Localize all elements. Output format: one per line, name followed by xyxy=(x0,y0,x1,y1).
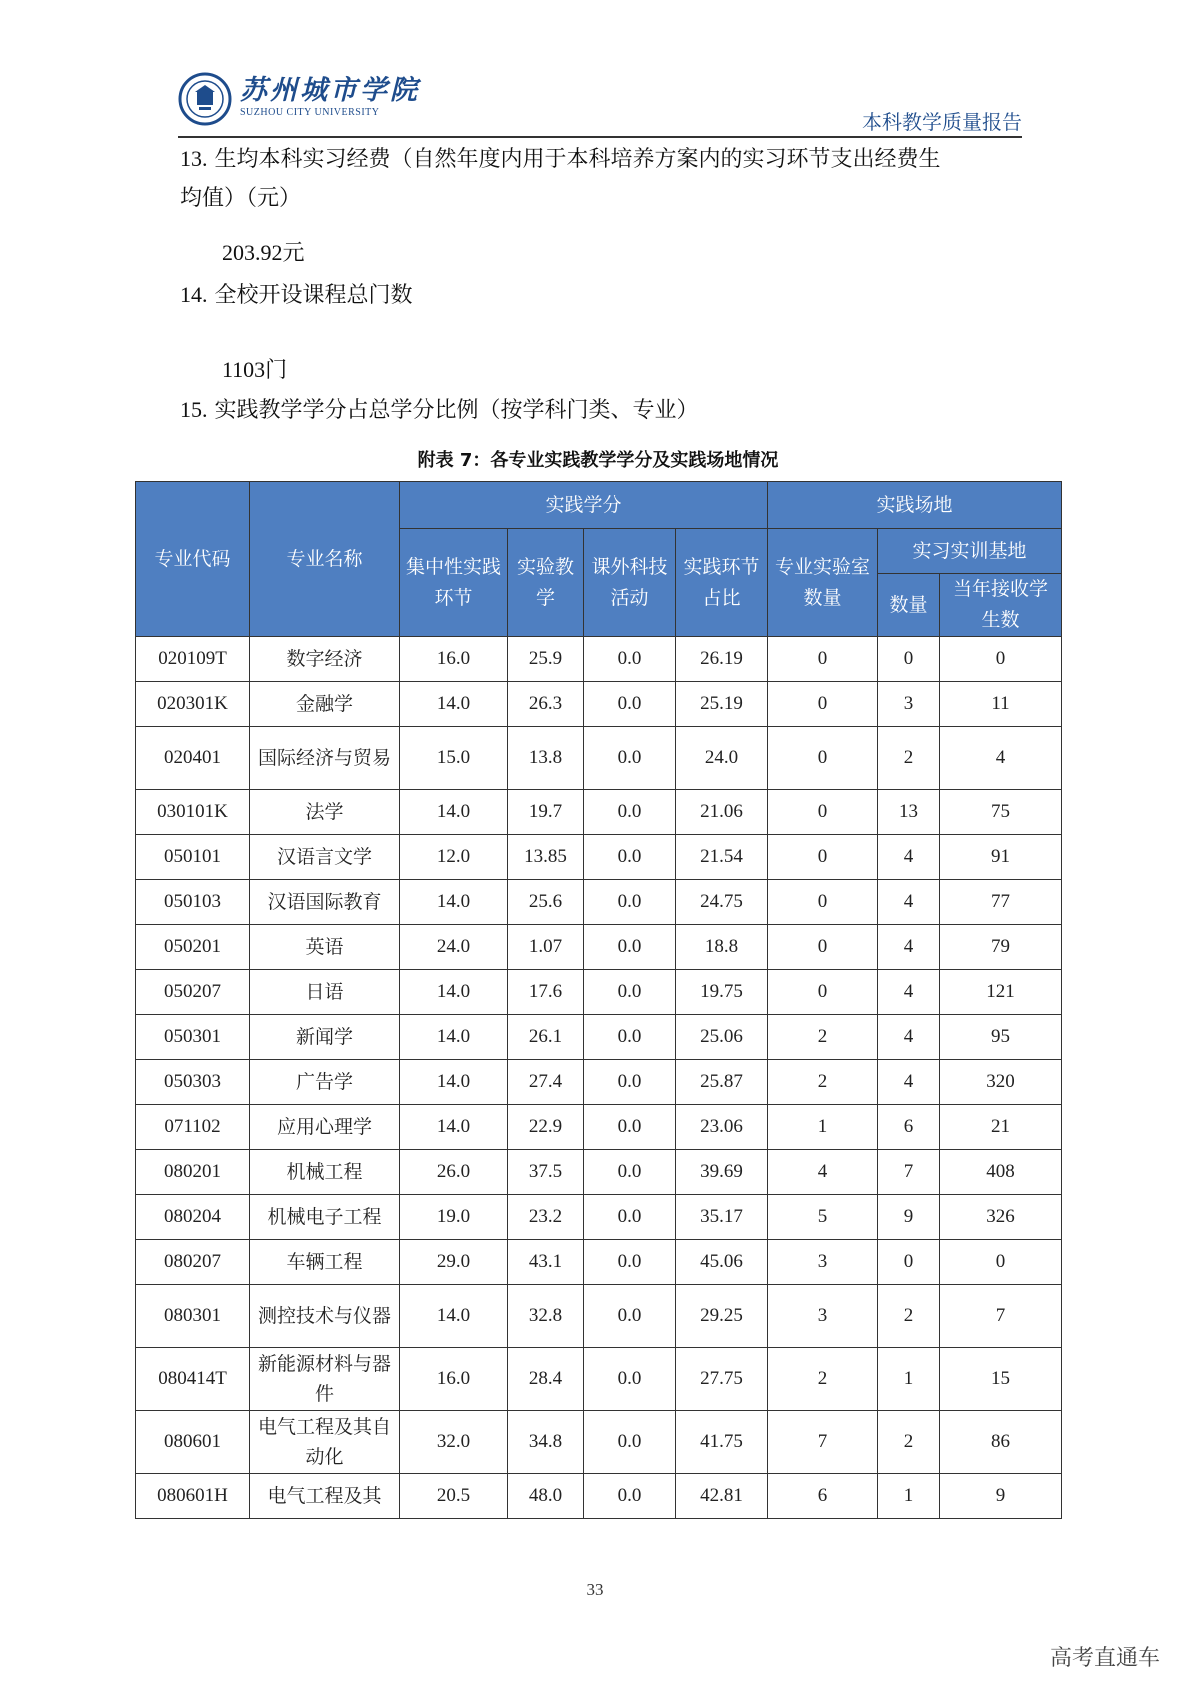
item-14-text: 全校开设课程总门数 xyxy=(214,283,413,308)
cell-labs: 2 xyxy=(768,1348,878,1411)
university-logo xyxy=(240,76,420,118)
header-students: 当年接收学生数 xyxy=(940,574,1062,637)
item-13-number: 13. xyxy=(180,146,208,171)
cell-code: 080201 xyxy=(136,1150,250,1195)
cell-ratio: 21.54 xyxy=(676,835,768,880)
cell-code: 080204 xyxy=(136,1195,250,1240)
cell-extracurricular: 0.0 xyxy=(584,835,676,880)
table-row xyxy=(136,1474,1062,1519)
cell-experiment: 26.1 xyxy=(508,1015,584,1060)
cell-base-count: 6 xyxy=(878,1105,940,1150)
cell-name: 汉语国际教育 xyxy=(250,880,400,925)
header-base-group: 实习实训基地 xyxy=(878,529,1062,574)
cell-ratio: 26.19 xyxy=(676,637,768,682)
cell-experiment: 25.9 xyxy=(508,637,584,682)
cell-concentrated: 14.0 xyxy=(400,1015,508,1060)
cell-concentrated: 12.0 xyxy=(400,835,508,880)
header-concentrated: 集中性实践环节 xyxy=(400,529,508,637)
cell-experiment: 27.4 xyxy=(508,1060,584,1105)
university-emblem-icon xyxy=(178,72,232,126)
cell-students: 95 xyxy=(940,1015,1062,1060)
item-14-value: 1103门 xyxy=(222,357,288,382)
cell-name: 机械电子工程 xyxy=(250,1195,400,1240)
cell-students: 320 xyxy=(940,1060,1062,1105)
cell-code: 050101 xyxy=(136,835,250,880)
practice-credits-table xyxy=(135,481,1062,1519)
university-name-en: SUZHOU CITY UNIVERSITY xyxy=(240,107,380,118)
table-row xyxy=(136,1195,1062,1240)
cell-code: 050207 xyxy=(136,970,250,1015)
cell-ratio: 25.87 xyxy=(676,1060,768,1105)
cell-labs: 6 xyxy=(768,1474,878,1519)
cell-concentrated: 19.0 xyxy=(400,1195,508,1240)
cell-experiment: 13.8 xyxy=(508,727,584,790)
cell-labs: 2 xyxy=(768,1015,878,1060)
cell-code: 050301 xyxy=(136,1015,250,1060)
cell-students: 11 xyxy=(940,682,1062,727)
cell-students: 0 xyxy=(940,637,1062,682)
cell-base-count: 2 xyxy=(878,727,940,790)
cell-base-count: 0 xyxy=(878,637,940,682)
cell-extracurricular: 0.0 xyxy=(584,1105,676,1150)
cell-ratio: 39.69 xyxy=(676,1150,768,1195)
cell-extracurricular: 0.0 xyxy=(584,727,676,790)
cell-extracurricular: 0.0 xyxy=(584,790,676,835)
cell-students: 326 xyxy=(940,1195,1062,1240)
cell-concentrated: 26.0 xyxy=(400,1150,508,1195)
cell-code: 020109T xyxy=(136,637,250,682)
table-row xyxy=(136,1348,1062,1411)
cell-extracurricular: 0.0 xyxy=(584,970,676,1015)
cell-base-count: 13 xyxy=(878,790,940,835)
cell-name: 新闻学 xyxy=(250,1015,400,1060)
cell-students: 0 xyxy=(940,1240,1062,1285)
cell-base-count: 4 xyxy=(878,925,940,970)
cell-base-count: 9 xyxy=(878,1195,940,1240)
cell-code: 080207 xyxy=(136,1240,250,1285)
cell-name: 新能源材料与器件 xyxy=(250,1348,400,1411)
item-14 xyxy=(180,274,413,317)
cell-extracurricular: 0.0 xyxy=(584,1150,676,1195)
cell-base-count: 1 xyxy=(878,1348,940,1411)
cell-code: 020301K xyxy=(136,682,250,727)
header-venue-group: 实践场地 xyxy=(768,482,1062,529)
cell-labs: 7 xyxy=(768,1411,878,1474)
table-row xyxy=(136,925,1062,970)
item-14-number: 14. xyxy=(180,282,208,307)
cell-name: 日语 xyxy=(250,970,400,1015)
cell-code: 050103 xyxy=(136,880,250,925)
cell-base-count: 0 xyxy=(878,1240,940,1285)
cell-concentrated: 29.0 xyxy=(400,1240,508,1285)
table-row xyxy=(136,835,1062,880)
cell-base-count: 2 xyxy=(878,1411,940,1474)
cell-concentrated: 14.0 xyxy=(400,682,508,727)
university-name-cn: 苏州城市学院 xyxy=(240,75,420,106)
cell-labs: 0 xyxy=(768,637,878,682)
item-13-text: 生均本科实习经费（自然年度内用于本科培养方案内的实习环节支出经费生 xyxy=(214,147,941,172)
cell-experiment: 34.8 xyxy=(508,1411,584,1474)
cell-experiment: 19.7 xyxy=(508,790,584,835)
header-base-count: 数量 xyxy=(878,574,940,637)
cell-name: 金融学 xyxy=(250,682,400,727)
header-labs: 专业实验室数量 xyxy=(768,529,878,637)
cell-base-count: 3 xyxy=(878,682,940,727)
cell-extracurricular: 0.0 xyxy=(584,1348,676,1411)
cell-extracurricular: 0.0 xyxy=(584,880,676,925)
cell-experiment: 13.85 xyxy=(508,835,584,880)
cell-ratio: 35.17 xyxy=(676,1195,768,1240)
cell-code: 080414T xyxy=(136,1348,250,1411)
header-name: 专业名称 xyxy=(250,482,400,637)
cell-labs: 0 xyxy=(768,682,878,727)
table-row xyxy=(136,1285,1062,1348)
cell-extracurricular: 0.0 xyxy=(584,1195,676,1240)
cell-ratio: 41.75 xyxy=(676,1411,768,1474)
item-15 xyxy=(180,389,699,432)
cell-code: 020401 xyxy=(136,727,250,790)
cell-extracurricular: 0.0 xyxy=(584,682,676,727)
cell-students: 21 xyxy=(940,1105,1062,1150)
table-row xyxy=(136,637,1062,682)
cell-labs: 2 xyxy=(768,1060,878,1105)
cell-concentrated: 16.0 xyxy=(400,1348,508,1411)
table-row xyxy=(136,1105,1062,1150)
cell-concentrated: 14.0 xyxy=(400,1105,508,1150)
cell-experiment: 43.1 xyxy=(508,1240,584,1285)
cell-ratio: 24.0 xyxy=(676,727,768,790)
cell-ratio: 24.75 xyxy=(676,880,768,925)
cell-students: 79 xyxy=(940,925,1062,970)
cell-experiment: 22.9 xyxy=(508,1105,584,1150)
cell-students: 91 xyxy=(940,835,1062,880)
cell-name: 电气工程及其自动化 xyxy=(250,1411,400,1474)
cell-extracurricular: 0.0 xyxy=(584,925,676,970)
cell-experiment: 28.4 xyxy=(508,1348,584,1411)
header-code: 专业代码 xyxy=(136,482,250,637)
cell-name: 测控技术与仪器 xyxy=(250,1285,400,1348)
cell-ratio: 27.75 xyxy=(676,1348,768,1411)
cell-name: 英语 xyxy=(250,925,400,970)
cell-experiment: 32.8 xyxy=(508,1285,584,1348)
cell-base-count: 7 xyxy=(878,1150,940,1195)
cell-students: 4 xyxy=(940,727,1062,790)
cell-experiment: 1.07 xyxy=(508,925,584,970)
cell-labs: 0 xyxy=(768,880,878,925)
cell-labs: 1 xyxy=(768,1105,878,1150)
cell-concentrated: 14.0 xyxy=(400,1060,508,1105)
cell-base-count: 2 xyxy=(878,1285,940,1348)
cell-experiment: 25.6 xyxy=(508,880,584,925)
cell-code: 080601H xyxy=(136,1474,250,1519)
cell-labs: 0 xyxy=(768,835,878,880)
cell-code: 050303 xyxy=(136,1060,250,1105)
cell-concentrated: 14.0 xyxy=(400,970,508,1015)
cell-name: 汉语言文学 xyxy=(250,835,400,880)
item-15-text: 实践教学学分占总学分比例（按学科门类、专业） xyxy=(214,398,699,423)
cell-labs: 0 xyxy=(768,970,878,1015)
cell-concentrated: 32.0 xyxy=(400,1411,508,1474)
cell-name: 广告学 xyxy=(250,1060,400,1105)
cell-labs: 0 xyxy=(768,727,878,790)
cell-extracurricular: 0.0 xyxy=(584,1015,676,1060)
cell-experiment: 17.6 xyxy=(508,970,584,1015)
cell-labs: 0 xyxy=(768,790,878,835)
item-13 xyxy=(180,138,941,181)
cell-students: 86 xyxy=(940,1411,1062,1474)
cell-concentrated: 14.0 xyxy=(400,790,508,835)
table-row xyxy=(136,1015,1062,1060)
header-ratio: 实践环节占比 xyxy=(676,529,768,637)
cell-labs: 0 xyxy=(768,925,878,970)
cell-base-count: 4 xyxy=(878,880,940,925)
cell-name: 数字经济 xyxy=(250,637,400,682)
cell-name: 电气工程及其 xyxy=(250,1474,400,1519)
cell-ratio: 18.8 xyxy=(676,925,768,970)
cell-students: 15 xyxy=(940,1348,1062,1411)
cell-students: 9 xyxy=(940,1474,1062,1519)
cell-concentrated: 14.0 xyxy=(400,880,508,925)
report-title: 本科教学质量报告 xyxy=(862,110,1022,134)
item-13-continued: 均值）（元） xyxy=(180,186,302,211)
table-row xyxy=(136,1411,1062,1474)
cell-ratio: 19.75 xyxy=(676,970,768,1015)
cell-students: 121 xyxy=(940,970,1062,1015)
item-15-number: 15. xyxy=(180,397,208,422)
cell-students: 408 xyxy=(940,1150,1062,1195)
cell-base-count: 1 xyxy=(878,1474,940,1519)
table-row xyxy=(136,1240,1062,1285)
table-row xyxy=(136,790,1062,835)
cell-code: 071102 xyxy=(136,1105,250,1150)
cell-ratio: 45.06 xyxy=(676,1240,768,1285)
cell-concentrated: 24.0 xyxy=(400,925,508,970)
item-13-value: 203.92元 xyxy=(222,240,305,265)
header-credits-group: 实践学分 xyxy=(400,482,768,529)
cell-experiment: 37.5 xyxy=(508,1150,584,1195)
cell-ratio: 29.25 xyxy=(676,1285,768,1348)
cell-code: 030101K xyxy=(136,790,250,835)
cell-concentrated: 15.0 xyxy=(400,727,508,790)
cell-concentrated: 20.5 xyxy=(400,1474,508,1519)
cell-base-count: 4 xyxy=(878,1015,940,1060)
cell-extracurricular: 0.0 xyxy=(584,637,676,682)
table-row xyxy=(136,1150,1062,1195)
cell-ratio: 42.81 xyxy=(676,1474,768,1519)
table-row xyxy=(136,727,1062,790)
cell-name: 应用心理学 xyxy=(250,1105,400,1150)
cell-name: 机械工程 xyxy=(250,1150,400,1195)
cell-extracurricular: 0.0 xyxy=(584,1240,676,1285)
page-number: 33 xyxy=(586,1580,604,1599)
cell-extracurricular: 0.0 xyxy=(584,1060,676,1105)
header-experiment: 实验教学 xyxy=(508,529,584,637)
cell-extracurricular: 0.0 xyxy=(584,1411,676,1474)
cell-ratio: 25.19 xyxy=(676,682,768,727)
cell-ratio: 25.06 xyxy=(676,1015,768,1060)
cell-extracurricular: 0.0 xyxy=(584,1474,676,1519)
cell-experiment: 26.3 xyxy=(508,682,584,727)
cell-base-count: 4 xyxy=(878,970,940,1015)
cell-code: 050201 xyxy=(136,925,250,970)
page-header xyxy=(178,64,1022,136)
cell-extracurricular: 0.0 xyxy=(584,1285,676,1348)
cell-students: 7 xyxy=(940,1285,1062,1348)
table-body xyxy=(136,637,1062,1519)
table-caption: 附表 7：各专业实践教学学分及实践场地情况 xyxy=(417,450,779,471)
cell-ratio: 23.06 xyxy=(676,1105,768,1150)
cell-experiment: 23.2 xyxy=(508,1195,584,1240)
table-row xyxy=(136,682,1062,727)
watermark: 高考直通车 xyxy=(1049,1646,1160,1671)
cell-ratio: 21.06 xyxy=(676,790,768,835)
cell-concentrated: 16.0 xyxy=(400,637,508,682)
cell-students: 75 xyxy=(940,790,1062,835)
cell-experiment: 48.0 xyxy=(508,1474,584,1519)
cell-labs: 3 xyxy=(768,1285,878,1348)
cell-name: 车辆工程 xyxy=(250,1240,400,1285)
cell-code: 080301 xyxy=(136,1285,250,1348)
cell-labs: 4 xyxy=(768,1150,878,1195)
table-row xyxy=(136,1060,1062,1105)
table-row xyxy=(136,880,1062,925)
cell-code: 080601 xyxy=(136,1411,250,1474)
cell-concentrated: 14.0 xyxy=(400,1285,508,1348)
cell-base-count: 4 xyxy=(878,835,940,880)
cell-labs: 3 xyxy=(768,1240,878,1285)
cell-base-count: 4 xyxy=(878,1060,940,1105)
header-extracurricular: 课外科技活动 xyxy=(584,529,676,637)
cell-name: 法学 xyxy=(250,790,400,835)
table-row xyxy=(136,970,1062,1015)
cell-students: 77 xyxy=(940,880,1062,925)
cell-name: 国际经济与贸易 xyxy=(250,727,400,790)
cell-labs: 5 xyxy=(768,1195,878,1240)
